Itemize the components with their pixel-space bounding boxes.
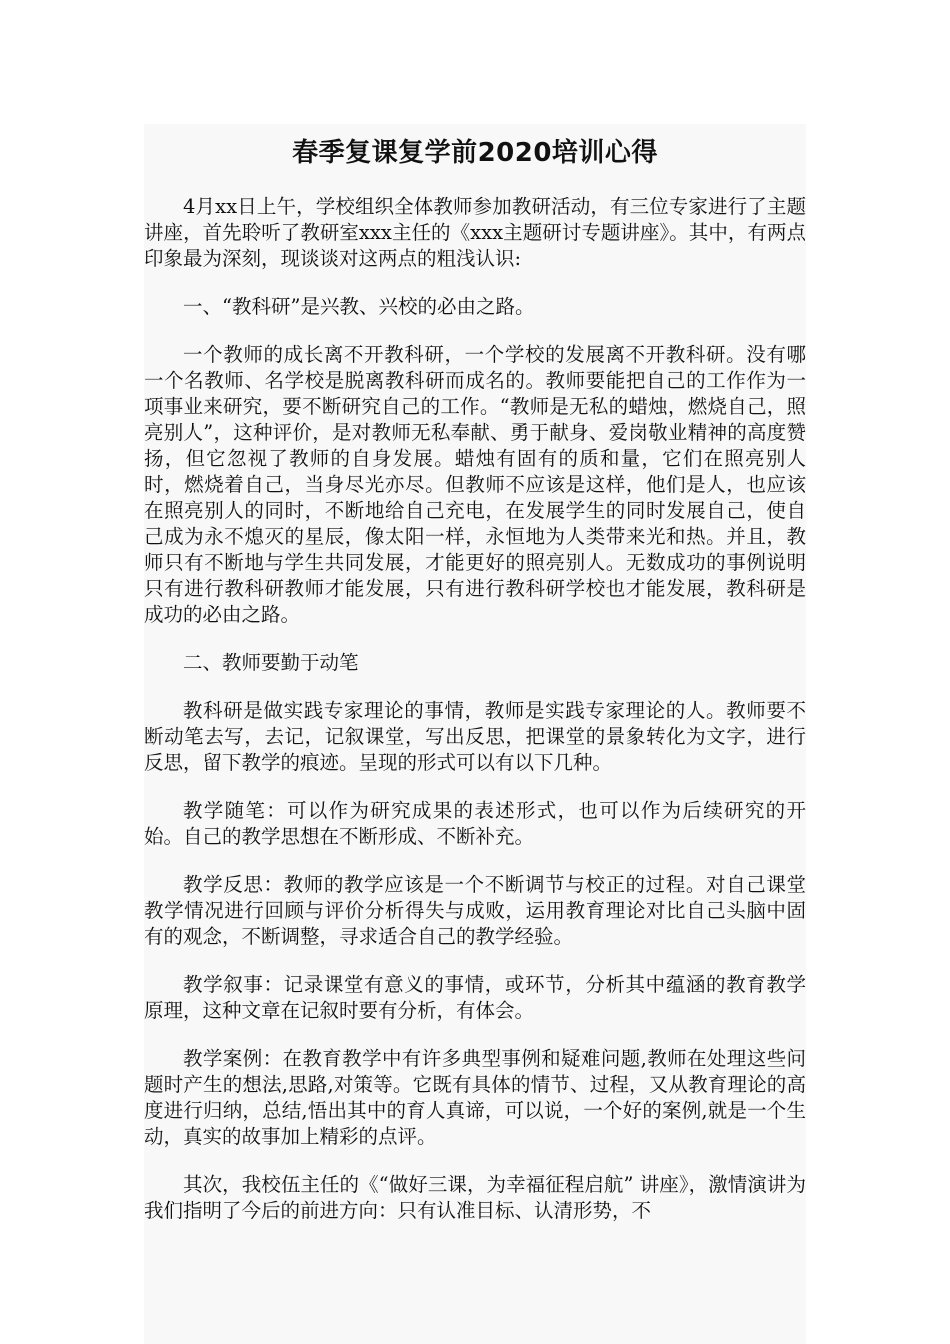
paragraph-lecture: 其次，我校伍主任的《“做好三课，为幸福征程启航” 讲座》，激情演讲为我们指明了今后的前进方向：只有认准目标、认清形势，不 [144, 1173, 806, 1222]
paragraph-narrative: 教学叙事：记录课堂有意义的事情，或环节，分析其中蕴涵的教育教学原理，这种文章在记叙时要有分析，有体会。 [144, 973, 806, 1022]
paragraph-reflection: 教学反思：教师的教学应该是一个不断调节与校正的过程。对自己课堂教学情况进行回顾与评价分析得失与成败，运用教育理论对比自己头脑中固有的观念，不断调整，寻求适合自己的教学经验。 [144, 873, 806, 948]
paragraph-case: 教学案例：在教育教学中有许多典型事例和疑难问题,教师在处理这些问题时产生的想法,思路,对策等。它既有具体的情节、过程，又从教育理论的高度进行归纳，总结,悟出其中的育人真谛，可以说，一个好的案例,就是一个生动，真实的故事加上精彩的点评。 [144, 1047, 806, 1148]
paragraph-writing: 教科研是做实践专家理论的事情，教师是实践专家理论的人。教师要不断动笔去写，去记，记叙课堂，写出反思，把课堂的景象转化为文字，进行反思，留下教学的痕迹。呈现的形式可以有以下几种。 [144, 699, 806, 774]
paragraph-essay: 教学随笔：可以作为研究成果的表述形式，也可以作为后续研究的开始。自己的教学思想在不断形成、不断补充。 [144, 799, 806, 848]
document-body [144, 194, 806, 1224]
document-content [144, 124, 806, 1344]
paragraph-intro: 4月xx日上午，学校组织全体教师参加教研活动，有三位专家进行了主题讲座，首先聆听了教研室xxx主任的《xxx主题研讨专题讲座》。其中，有两点印象最为深刻，现谈谈对这两点的粗浅认识: [144, 195, 806, 270]
section-heading-2: 二、教师要勤于动笔 [183, 651, 359, 674]
document-title: 春季复课复学前2020培训心得 [292, 138, 658, 168]
paragraph-research: 一个教师的成长离不开教科研，一个学校的发展离不开教科研。没有哪一个名教师、名学校是脱离教科研而成名的。教师要能把自己的工作作为一项事业来研究，要不断研究自己的工作。“教师是无私的蜡烛，燃烧自己，照亮别人”，这种评价，是对教师无私奉献、勇于献身、爱岗敬业精神的高度赞扬，但它忽视了教师的自身发展。蜡烛有固有的质和量，它们在照亮别人时，燃烧着自己，当身尽光亦尽。但教师不应该是这样，他们是人，也应该在照亮别人的同时，不断地给自己充电，在发展学生的同时发展自己，使自己成为永不熄灭的星辰，像太阳一样，永恒地为人类带来光和热。并且，教师只有不断地与学生共同发展，才能更好的照亮别人。无数成功的事例说明只有进行教科研教师才能发展，只有进行教科研学校也才能发展，教科研是成功的必由之路。 [144, 343, 806, 626]
section-heading-1: 一、“教科研”是兴教、兴校的必由之路。 [183, 295, 535, 318]
